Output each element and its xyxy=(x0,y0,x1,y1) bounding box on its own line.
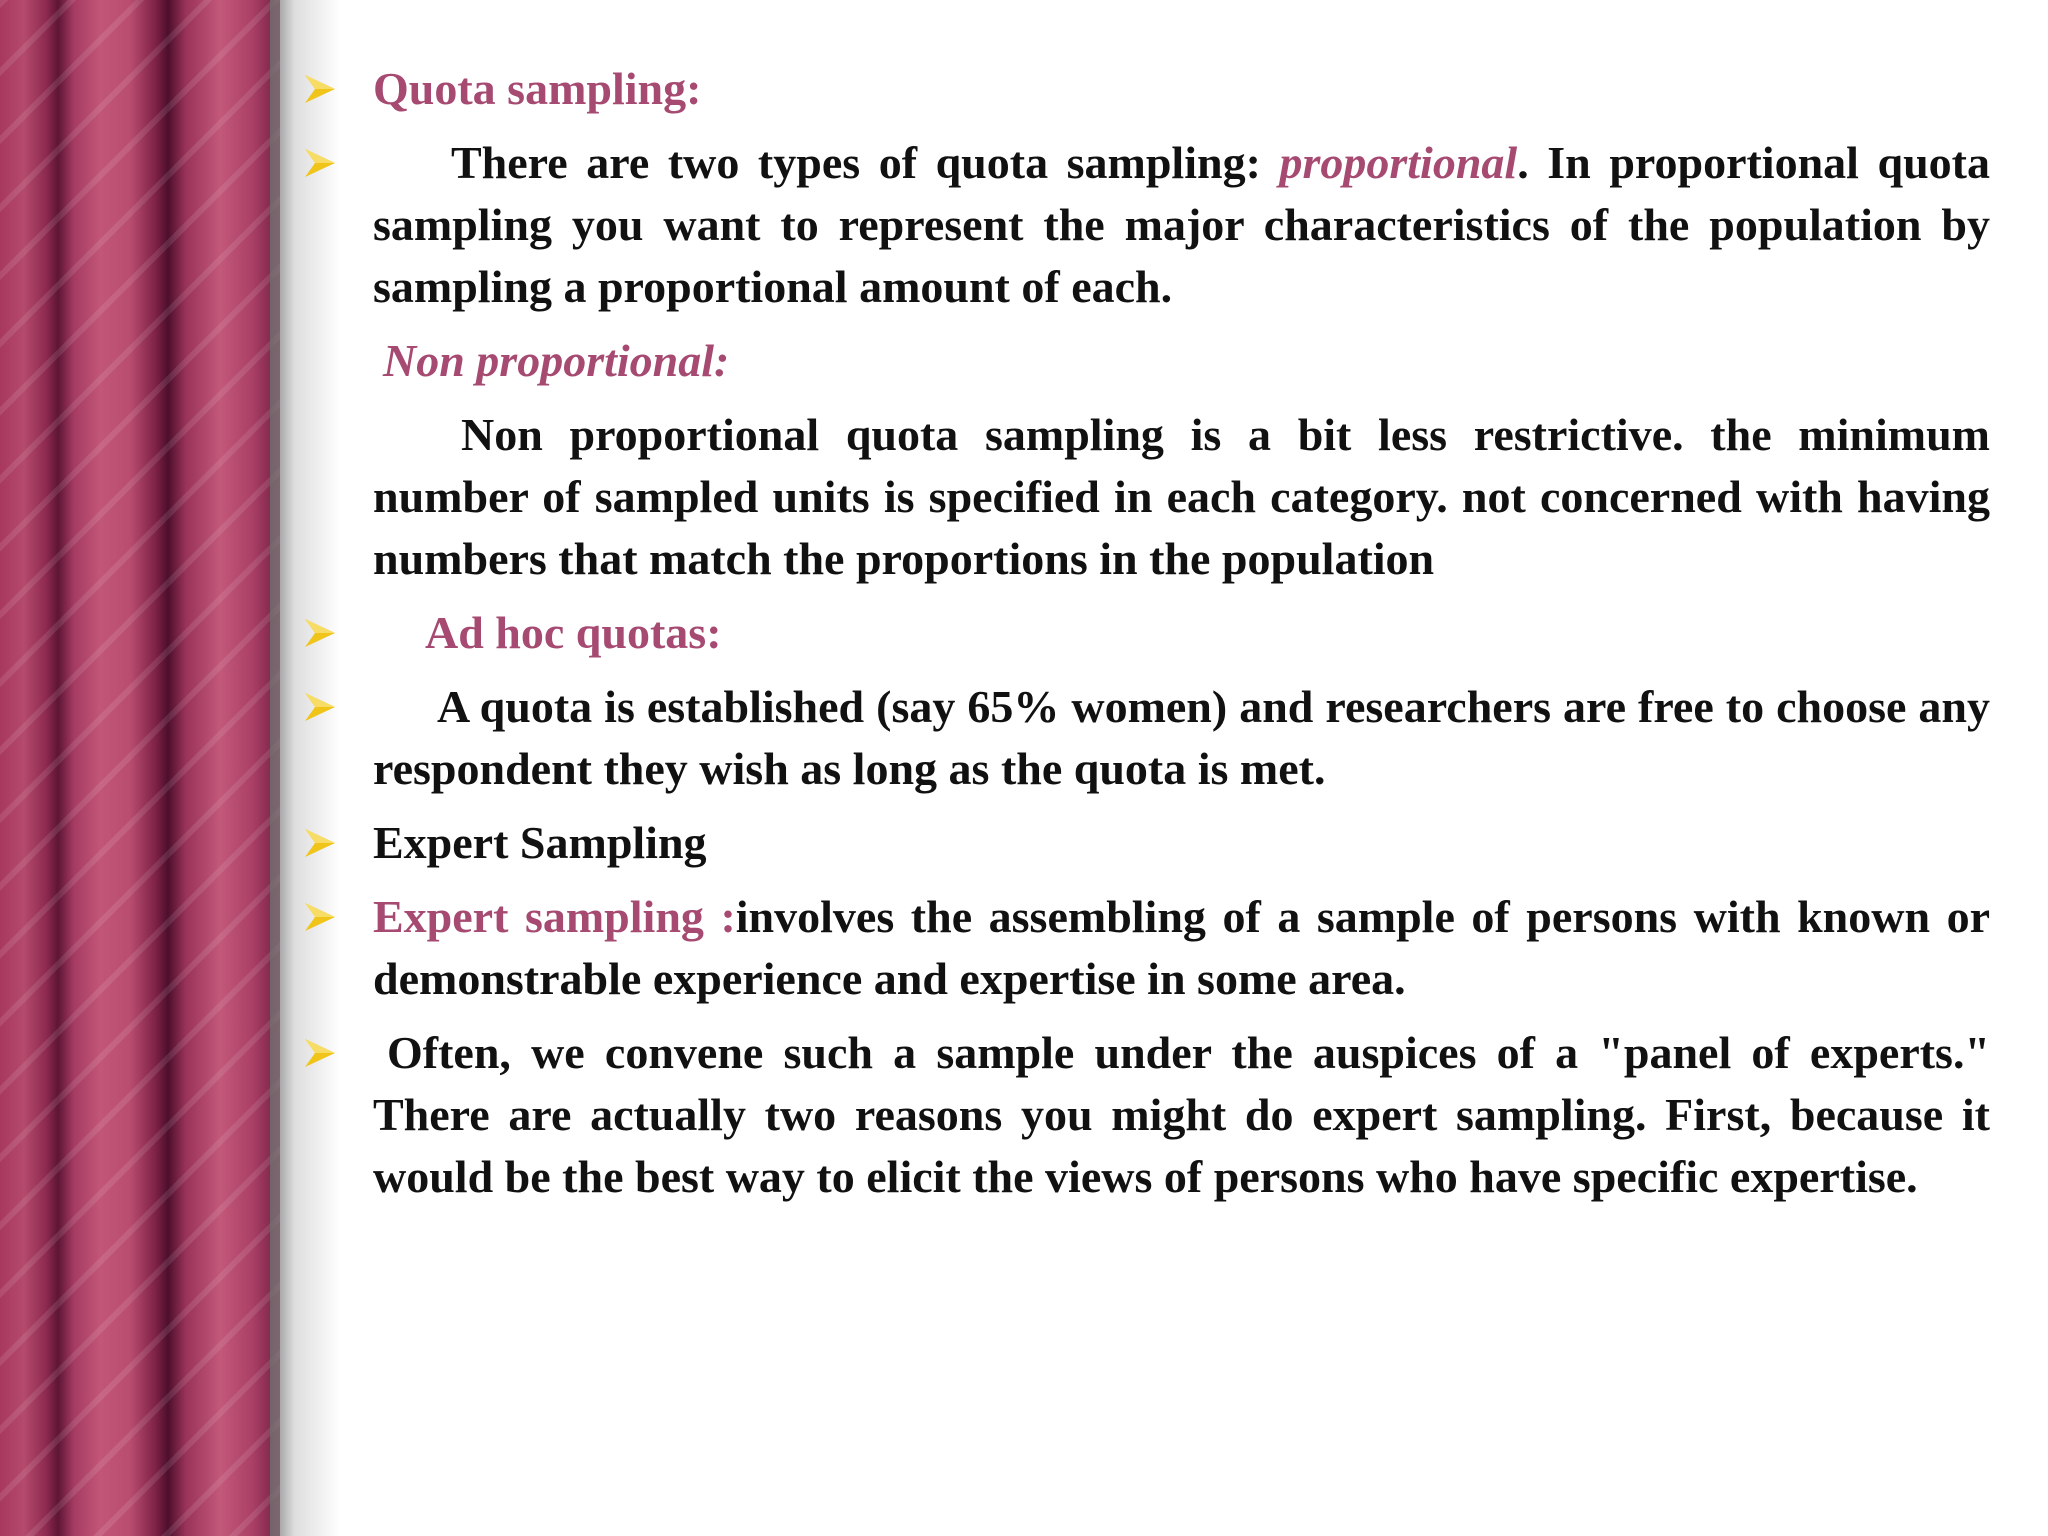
arrowhead-bullet-icon xyxy=(300,602,340,664)
quota-intro-text: There are two types of quota sampling: xyxy=(451,137,1280,188)
adhoc-text-row xyxy=(300,676,1990,800)
quota-sampling-heading: Quota sampling: xyxy=(373,63,702,114)
non-proportional-heading: Non proportional: xyxy=(383,335,730,386)
expert-heading-row xyxy=(300,812,1990,874)
ad-hoc-quotas-text: A quota is established (say 65% women) and researchers are free to choose any respondent they wish as long as the quota is met. xyxy=(373,681,1990,794)
expert-more-row xyxy=(300,1022,1990,1208)
arrowhead-bullet-icon xyxy=(300,1022,340,1084)
expert-sampling-term: Expert sampling : xyxy=(373,891,736,942)
arrowhead-bullet-icon xyxy=(300,812,340,874)
arrowhead-bullet-icon xyxy=(300,676,340,738)
curtain-background xyxy=(0,0,280,1536)
arrowhead-bullet-icon xyxy=(300,132,340,194)
adhoc-heading-row xyxy=(300,602,1990,664)
expert-sampling-text: involves the assembling of a sample of persons with known or demonstrable experience and expertise in some area. xyxy=(373,891,1990,1004)
nonprop-heading-row xyxy=(300,330,1990,392)
expert-sampling-heading: Expert Sampling xyxy=(373,817,707,868)
nonprop-text-row xyxy=(300,404,1990,590)
slide-content xyxy=(300,58,1990,1220)
expert-panel-text: Often, we convene such a sample under the auspices of a "panel of experts." There are actually two reasons you might do expert sampling. First, because it would be the best way to elicit the views of persons who have specific expertise. xyxy=(373,1027,1990,1202)
quota-intro-row xyxy=(300,132,1990,318)
arrowhead-bullet-icon xyxy=(300,886,340,948)
expert-text-row xyxy=(300,886,1990,1010)
quota-intro-text-continued: . In proportional quota sampling you want to represent the major characteristics of the population by sampling a proportional amount of each. xyxy=(373,137,1990,312)
quota-heading-row xyxy=(300,58,1990,120)
ad-hoc-quotas-heading: Ad hoc quotas: xyxy=(425,607,722,658)
non-proportional-text: Non proportional quota sampling is a bit less restrictive. the minimum number of sampled units is specified in each category. not concerned with having numbers that match the proportions in the population xyxy=(373,409,1990,584)
proportional-term: proportional xyxy=(1279,137,1518,188)
arrowhead-bullet-icon xyxy=(300,58,340,120)
